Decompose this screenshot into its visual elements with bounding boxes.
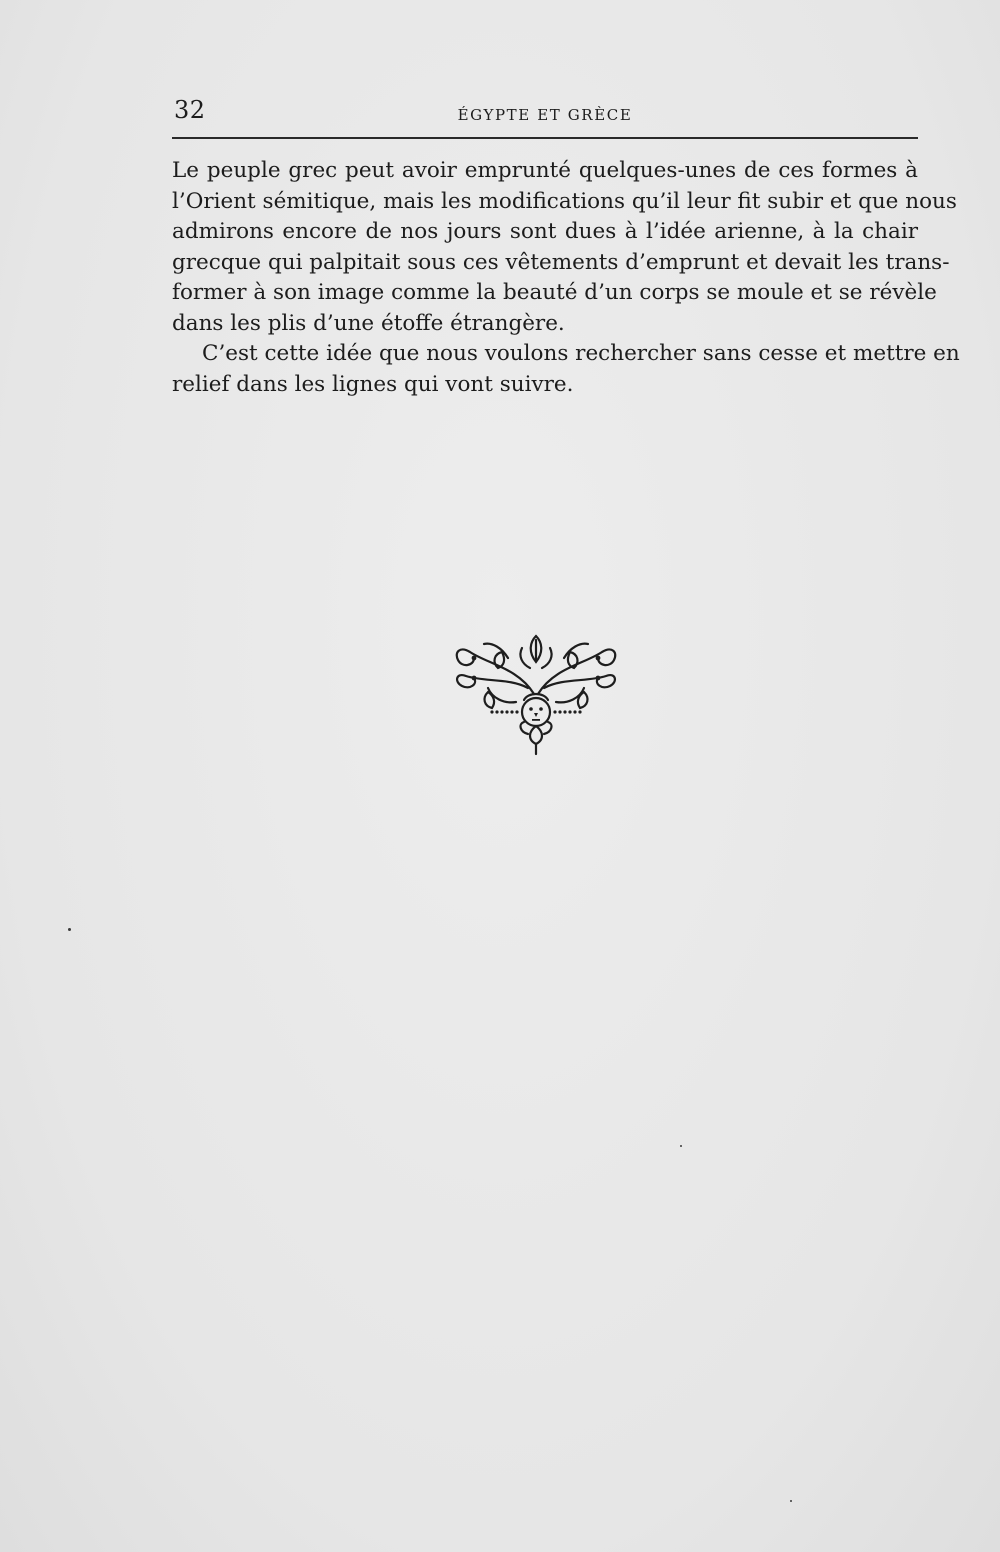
text-line: dans les plis d’une étoffe étrangère. (172, 310, 565, 336)
fleuron-ornament-icon (448, 628, 624, 756)
text-line: l’Orient sémitique, mais les modifications qu’il leur fit subir et que nous (172, 188, 957, 214)
body-text (172, 156, 960, 400)
page-number: 32 (174, 96, 206, 124)
page-header (172, 92, 918, 132)
paper-speck (790, 1500, 792, 1502)
text-line: Le peuple grec peut avoir emprunté quelques-unes de ces formes à (172, 158, 918, 183)
text-line: C’est cette idée que nous voulons rechercher sans cesse et mettre en (202, 341, 960, 366)
paragraph-1 (172, 156, 957, 339)
running-title: ÉGYPTE ET GRÈCE (457, 106, 633, 124)
text-line: grecque qui palpitait sous ces vêtements d’emprunt et devait les trans- (172, 249, 950, 275)
paper-speck (680, 1145, 682, 1147)
text-line: former à son image comme la beauté d’un corps se moule et se révèle (172, 280, 937, 305)
paragraph-2 (172, 339, 960, 400)
paper-speck (68, 928, 71, 931)
text-line: admirons encore de nos jours sont dues à l’idée arienne, à la chair (172, 219, 918, 244)
header-rule (172, 137, 918, 139)
text-line: relief dans les lignes qui vont suivre. (172, 371, 574, 397)
